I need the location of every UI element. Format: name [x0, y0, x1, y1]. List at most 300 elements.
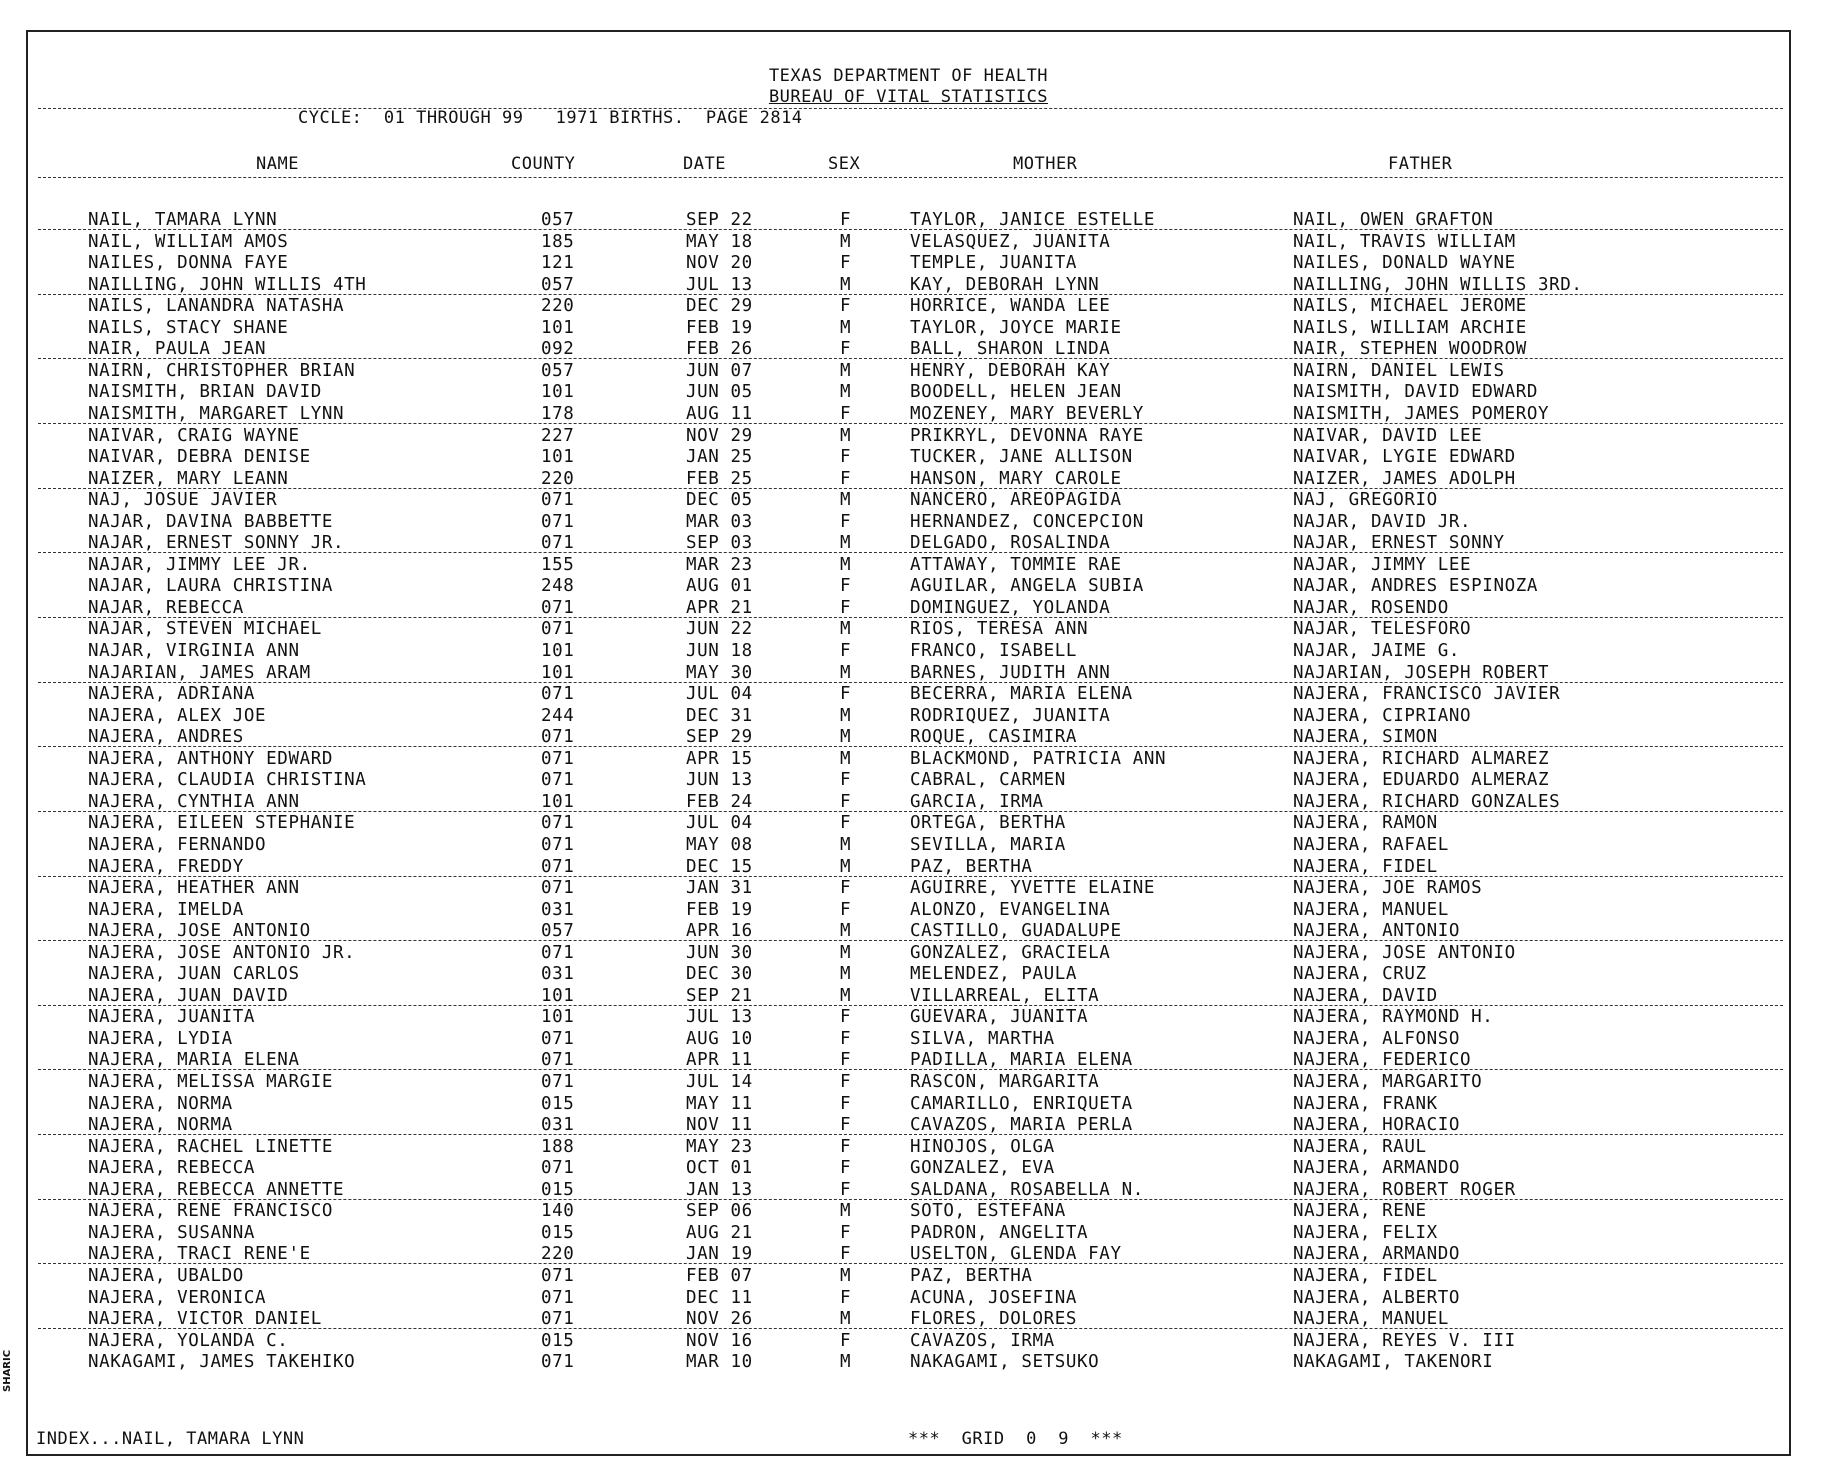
record-row — [28, 857, 1789, 878]
record-date: JUN 18 — [686, 641, 753, 661]
record-mother: KAY, DEBORAH LYNN — [910, 274, 1100, 295]
record-row — [28, 490, 1789, 511]
record-row — [28, 1223, 1789, 1244]
record-father: NAJERA, JOSE ANTONIO — [1293, 942, 1516, 963]
record-mother: HINOJOS, OLGA — [910, 1136, 1055, 1157]
row-divider — [38, 1328, 1783, 1329]
record-date: SEP 06 — [686, 1201, 753, 1222]
record-row — [28, 404, 1789, 425]
record-father: NAJAR, JAIME G. — [1293, 641, 1461, 661]
record-county: 071 — [541, 1050, 575, 1071]
record-county: 092 — [541, 339, 575, 360]
record-sex: M — [840, 274, 852, 295]
record-county: 101 — [541, 1007, 575, 1028]
record-row — [28, 943, 1789, 964]
record-mother: BARNES, JUDITH ANN — [910, 662, 1111, 683]
record-name: NAJERA, JUAN CARLOS — [88, 964, 300, 985]
record-county: 185 — [541, 231, 575, 252]
record-county: 015 — [541, 1330, 575, 1351]
record-row — [28, 1266, 1789, 1287]
record-row — [28, 1072, 1789, 1093]
record-sex: F — [840, 339, 852, 360]
record-row — [28, 1094, 1789, 1115]
record-date: AUG 21 — [686, 1222, 753, 1243]
record-father: NAILLING, JOHN WILLIS 3RD. — [1293, 274, 1583, 295]
record-sex: F — [840, 1115, 852, 1136]
record-name: NAIVAR, CRAIG WAYNE — [88, 425, 300, 446]
record-county: 220 — [541, 296, 575, 317]
column-header-mother: MOTHER — [1013, 154, 1078, 174]
record-sex: F — [840, 770, 852, 791]
record-sex: M — [840, 1352, 852, 1373]
record-date: FEB 19 — [686, 317, 753, 338]
record-row — [28, 1288, 1789, 1309]
record-sex: F — [840, 1093, 852, 1114]
record-county: 071 — [541, 813, 575, 834]
record-county: 140 — [541, 1201, 575, 1222]
record-name: NAJERA, ANTHONY EDWARD — [88, 748, 333, 769]
record-date: MAY 30 — [686, 662, 753, 683]
column-header-county: COUNTY — [511, 154, 576, 174]
record-county: 155 — [541, 554, 575, 575]
record-name: NAJERA, CYNTHIA ANN — [88, 791, 300, 812]
record-father: NAJERA, HORACIO — [1293, 1115, 1461, 1136]
record-date: MAY 18 — [686, 231, 753, 252]
record-mother: TEMPLE, JUANITA — [910, 253, 1078, 274]
record-sex: M — [840, 856, 852, 877]
row-divider — [38, 617, 1783, 618]
record-sex: M — [840, 834, 852, 855]
record-date: OCT 01 — [686, 1158, 753, 1179]
record-mother: PAZ, BERTHA — [910, 1265, 1033, 1286]
record-date: DEC 29 — [686, 296, 753, 317]
record-county: 057 — [541, 210, 575, 230]
record-county: 188 — [541, 1136, 575, 1157]
record-county: 101 — [541, 641, 575, 661]
record-date: MAY 08 — [686, 834, 753, 855]
record-date: JAN 13 — [686, 1179, 753, 1200]
record-row — [28, 1029, 1789, 1050]
record-name: NAJAR, REBECCA — [88, 597, 244, 618]
record-row — [28, 232, 1789, 253]
record-sex: F — [840, 1179, 852, 1200]
record-name: NAJERA, MELISSA MARGIE — [88, 1072, 333, 1092]
record-mother: VILLARREAL, ELITA — [910, 985, 1100, 1006]
record-date: MAR 23 — [686, 554, 753, 575]
record-mother: VELASQUEZ, JUANITA — [910, 231, 1111, 252]
record-row — [28, 1137, 1789, 1158]
record-father: NAJERA, ALBERTO — [1293, 1287, 1461, 1308]
record-row — [28, 813, 1789, 834]
record-mother: BECERRA, MARIA ELENA — [910, 684, 1133, 705]
record-father: NAJERA, ARMANDO — [1293, 1158, 1461, 1179]
record-father: NAJERA, FRANK — [1293, 1093, 1438, 1114]
record-name: NAJERA, NORMA — [88, 1093, 233, 1114]
record-county: 071 — [541, 942, 575, 963]
record-sex: F — [840, 576, 852, 597]
record-sex: M — [840, 921, 852, 942]
record-sex: F — [840, 1330, 852, 1351]
record-date: JUN 07 — [686, 360, 753, 381]
record-sex: F — [840, 791, 852, 812]
record-name: NAJERA, TRACI RENE'E — [88, 1244, 311, 1265]
record-name: NAJAR, DAVINA BABBETTE — [88, 511, 333, 532]
row-divider — [38, 1134, 1783, 1135]
record-row — [28, 210, 1789, 231]
record-county: 071 — [541, 1309, 575, 1330]
record-name: NAJERA, LYDIA — [88, 1028, 233, 1049]
record-sex: M — [840, 619, 852, 640]
record-row — [28, 663, 1789, 684]
record-sex: M — [840, 964, 852, 985]
record-date: FEB 26 — [686, 339, 753, 360]
record-county: 227 — [541, 425, 575, 446]
record-row — [28, 986, 1789, 1007]
record-date: NOV 29 — [686, 425, 753, 446]
record-row — [28, 684, 1789, 705]
record-father: NAIVAR, LYGIE EDWARD — [1293, 447, 1516, 468]
row-divider — [38, 358, 1783, 359]
row-divider — [38, 229, 1783, 230]
record-father: NAJAR, ERNEST SONNY — [1293, 533, 1505, 554]
record-county: 071 — [541, 727, 575, 748]
record-name: NAJERA, FREDDY — [88, 856, 244, 877]
record-name: NAJERA, SUSANNA — [88, 1222, 256, 1243]
record-mother: ORTEGA, BERTHA — [910, 813, 1066, 834]
record-date: JUN 30 — [686, 942, 753, 963]
record-county: 057 — [541, 360, 575, 381]
record-row — [28, 382, 1789, 403]
record-father: NAJAR, TELESFORO — [1293, 619, 1472, 640]
record-date: DEC 31 — [686, 705, 753, 726]
row-divider — [38, 294, 1783, 295]
column-header-father: FATHER — [1388, 154, 1453, 174]
record-row — [28, 706, 1789, 727]
record-county: 121 — [541, 253, 575, 274]
record-county: 071 — [541, 619, 575, 640]
record-name: NAJERA, FERNANDO — [88, 834, 267, 855]
record-sex: M — [840, 360, 852, 381]
record-county: 031 — [541, 899, 575, 920]
record-name: NAJERA, JUAN DAVID — [88, 985, 289, 1006]
record-father: NAJAR, JIMMY LEE — [1293, 554, 1472, 575]
row-divider — [38, 682, 1783, 683]
record-county: 015 — [541, 1093, 575, 1114]
record-date: JAN 31 — [686, 878, 753, 899]
record-county: 031 — [541, 1115, 575, 1136]
record-county: 071 — [541, 1158, 575, 1179]
record-mother: FLORES, DOLORES — [910, 1309, 1078, 1330]
record-county: 057 — [541, 274, 575, 295]
record-father: NAJERA, RAYMOND H. — [1293, 1007, 1494, 1028]
record-name: NAIL, TAMARA LYNN — [88, 210, 278, 230]
record-date: FEB 25 — [686, 468, 753, 489]
record-date: DEC 30 — [686, 964, 753, 985]
record-row — [28, 1158, 1789, 1179]
record-date: AUG 10 — [686, 1028, 753, 1049]
record-date: MAR 10 — [686, 1352, 753, 1373]
record-mother: ROQUE, CASIMIRA — [910, 727, 1078, 748]
record-name: NAJERA, ALEX JOE — [88, 705, 267, 726]
column-header-name: NAME — [256, 154, 299, 174]
record-mother: RASCON, MARGARITA — [910, 1072, 1100, 1092]
record-sex: F — [840, 1050, 852, 1071]
record-name: NAJERA, UBALDO — [88, 1265, 244, 1286]
record-mother: NAKAGAMI, SETSUKO — [910, 1352, 1100, 1373]
record-mother: CAVAZOS, MARIA PERLA — [910, 1115, 1133, 1136]
record-county: 071 — [541, 511, 575, 532]
record-sex: F — [840, 468, 852, 489]
record-row — [28, 1309, 1789, 1330]
record-mother: TAYLOR, JOYCE MARIE — [910, 317, 1122, 338]
record-name: NAJERA, ADRIANA — [88, 684, 256, 705]
row-divider — [38, 552, 1783, 553]
record-father: NAJERA, CIPRIANO — [1293, 705, 1472, 726]
record-row — [28, 770, 1789, 791]
record-row — [28, 1180, 1789, 1201]
record-sex: M — [840, 490, 852, 511]
record-county: 220 — [541, 468, 575, 489]
record-father: NAJERA, ANTONIO — [1293, 921, 1461, 942]
record-sex: F — [840, 597, 852, 618]
record-date: APR 11 — [686, 1050, 753, 1071]
record-county: 071 — [541, 1265, 575, 1286]
record-county: 071 — [541, 533, 575, 554]
record-father: NAIZER, JAMES ADOLPH — [1293, 468, 1516, 489]
record-name: NAISMITH, MARGARET LYNN — [88, 403, 345, 424]
record-father: NAJERA, RAUL — [1293, 1136, 1427, 1157]
record-sex: M — [840, 317, 852, 338]
record-mother: SOTO, ESTEFANA — [910, 1201, 1066, 1222]
record-father: NAILS, MICHAEL JEROME — [1293, 296, 1527, 317]
record-county: 071 — [541, 748, 575, 769]
record-father: NAJERA, RENE — [1293, 1201, 1427, 1222]
record-county: 101 — [541, 382, 575, 403]
record-name: NAJARIAN, JAMES ARAM — [88, 662, 311, 683]
row-divider — [38, 876, 1783, 877]
record-county: 248 — [541, 576, 575, 597]
record-father: NAKAGAMI, TAKENORI — [1293, 1352, 1494, 1373]
record-sex: M — [840, 231, 852, 252]
record-sex: F — [840, 253, 852, 274]
record-row — [28, 447, 1789, 468]
record-sex: F — [840, 684, 852, 705]
record-name: NAIR, PAULA JEAN — [88, 339, 267, 360]
record-date: NOV 26 — [686, 1309, 753, 1330]
record-name: NAIRN, CHRISTOPHER BRIAN — [88, 360, 356, 381]
record-row — [28, 555, 1789, 576]
record-name: NAJERA, REBECCA ANNETTE — [88, 1179, 345, 1200]
record-date: MAR 03 — [686, 511, 753, 532]
record-father: NAJERA, MANUEL — [1293, 899, 1449, 920]
record-date: APR 16 — [686, 921, 753, 942]
record-row — [28, 296, 1789, 317]
record-mother: USELTON, GLENDA FAY — [910, 1244, 1122, 1265]
record-county: 071 — [541, 856, 575, 877]
record-sex: M — [840, 662, 852, 683]
document-page — [26, 30, 1791, 1456]
record-county: 071 — [541, 770, 575, 791]
record-name: NAJERA, JOSE ANTONIO JR. — [88, 942, 356, 963]
record-father: NAJERA, FRANCISCO JAVIER — [1293, 684, 1561, 705]
record-father: NAIVAR, DAVID LEE — [1293, 425, 1483, 446]
record-county: 071 — [541, 1287, 575, 1308]
record-sex: M — [840, 554, 852, 575]
record-row — [28, 469, 1789, 490]
record-mother: GONZALEZ, GRACIELA — [910, 942, 1111, 963]
record-county: 101 — [541, 662, 575, 683]
record-mother: GONZALEZ, EVA — [910, 1158, 1055, 1179]
record-mother: HENRY, DEBORAH KAY — [910, 360, 1111, 381]
record-name: NAJAR, ERNEST SONNY JR. — [88, 533, 345, 554]
record-mother: AGUILAR, ANGELA SUBIA — [910, 576, 1144, 597]
record-row — [28, 1244, 1789, 1265]
record-sex: M — [840, 1201, 852, 1222]
record-date: JUL 04 — [686, 813, 753, 834]
bureau-title: BUREAU OF VITAL STATISTICS — [768, 87, 1049, 107]
record-row — [28, 318, 1789, 339]
record-sex: M — [840, 748, 852, 769]
record-county: 244 — [541, 705, 575, 726]
record-name: NAJERA, VERONICA — [88, 1287, 267, 1308]
record-mother: SEVILLA, MARIA — [910, 834, 1066, 855]
record-father: NAIL, TRAVIS WILLIAM — [1293, 231, 1516, 252]
record-mother: CAVAZOS, IRMA — [910, 1330, 1055, 1351]
record-name: NAJERA, EILEEN STEPHANIE — [88, 813, 356, 834]
record-date: APR 15 — [686, 748, 753, 769]
record-sex: F — [840, 899, 852, 920]
record-mother: CASTILLO, GUADALUPE — [910, 921, 1122, 942]
record-father: NAISMITH, DAVID EDWARD — [1293, 382, 1538, 403]
record-father: NAJERA, REYES V. III — [1293, 1330, 1516, 1351]
record-date: FEB 24 — [686, 791, 753, 812]
record-sex: F — [840, 1028, 852, 1049]
record-mother: NANCERO, AREOPAGIDA — [910, 490, 1122, 511]
record-row — [28, 900, 1789, 921]
record-county: 031 — [541, 964, 575, 985]
record-name: NAJERA, MARIA ELENA — [88, 1050, 300, 1071]
record-county: 178 — [541, 403, 575, 424]
record-date: DEC 15 — [686, 856, 753, 877]
record-mother: PADRON, ANGELITA — [910, 1222, 1089, 1243]
record-mother: TAYLOR, JANICE ESTELLE — [910, 210, 1155, 230]
record-sex: F — [840, 1287, 852, 1308]
record-date: FEB 19 — [686, 899, 753, 920]
record-sex: M — [840, 1265, 852, 1286]
record-mother: BOODELL, HELEN JEAN — [910, 382, 1122, 403]
record-sex: F — [840, 1007, 852, 1028]
record-county: 071 — [541, 1352, 575, 1373]
record-father: NAJERA, RAFAEL — [1293, 834, 1449, 855]
record-name: NAILES, DONNA FAYE — [88, 253, 289, 274]
record-mother: ACUNA, JOSEFINA — [910, 1287, 1078, 1308]
record-father: NAISMITH, JAMES POMEROY — [1293, 403, 1550, 424]
record-father: NAJERA, RAMON — [1293, 813, 1438, 834]
record-sex: F — [840, 403, 852, 424]
record-date: JUN 13 — [686, 770, 753, 791]
record-father: NAJERA, MANUEL — [1293, 1309, 1449, 1330]
record-name: NAJERA, HEATHER ANN — [88, 878, 300, 899]
record-name: NAJERA, VICTOR DANIEL — [88, 1309, 322, 1330]
record-name: NAJERA, CLAUDIA CHRISTINA — [88, 770, 367, 791]
record-row — [28, 921, 1789, 942]
record-county: 101 — [541, 985, 575, 1006]
record-mother: RIOS, TERESA ANN — [910, 619, 1089, 640]
record-date: FEB 07 — [686, 1265, 753, 1286]
record-father: NAJERA, EDUARDO ALMERAZ — [1293, 770, 1550, 791]
record-sex: F — [840, 511, 852, 532]
record-row — [28, 964, 1789, 985]
record-father: NAJERA, CRUZ — [1293, 964, 1427, 985]
record-row — [28, 1007, 1789, 1028]
record-sex: F — [840, 1222, 852, 1243]
record-county: 071 — [541, 1072, 575, 1092]
record-mother: BLACKMOND, PATRICIA ANN — [910, 748, 1167, 769]
record-county: 101 — [541, 317, 575, 338]
record-mother: MELENDEZ, PAULA — [910, 964, 1078, 985]
record-date: MAY 23 — [686, 1136, 753, 1157]
record-father: NAJAR, DAVID JR. — [1293, 511, 1472, 532]
record-county: 071 — [541, 1028, 575, 1049]
record-father: NAJERA, ARMANDO — [1293, 1244, 1461, 1265]
record-sex: M — [840, 533, 852, 554]
record-date: JUL 13 — [686, 274, 753, 295]
row-divider — [38, 1005, 1783, 1006]
record-name: NAIZER, MARY LEANN — [88, 468, 289, 489]
record-date: JUN 22 — [686, 619, 753, 640]
record-mother: DOMINGUEZ, YOLANDA — [910, 597, 1111, 618]
record-date: JUL 14 — [686, 1072, 753, 1092]
record-sex: F — [840, 447, 852, 468]
record-date: NOV 11 — [686, 1115, 753, 1136]
record-county: 071 — [541, 834, 575, 855]
record-father: NAJERA, ROBERT ROGER — [1293, 1179, 1516, 1200]
record-father: NAJARIAN, JOSEPH ROBERT — [1293, 662, 1550, 683]
record-row — [28, 835, 1789, 856]
record-name: NAJ, JOSUE JAVIER — [88, 490, 278, 511]
record-father: NAIL, OWEN GRAFTON — [1293, 210, 1494, 230]
record-date: JUL 13 — [686, 1007, 753, 1028]
record-date: DEC 11 — [686, 1287, 753, 1308]
record-date: DEC 05 — [686, 490, 753, 511]
record-date: NOV 16 — [686, 1330, 753, 1351]
record-name: NAJERA, REBECCA — [88, 1158, 256, 1179]
record-county: 101 — [541, 447, 575, 468]
record-name: NAILS, LANANDRA NATASHA — [88, 296, 345, 317]
record-name: NAJAR, LAURA CHRISTINA — [88, 576, 333, 597]
record-name: NAJAR, VIRGINIA ANN — [88, 641, 300, 661]
row-divider — [38, 1069, 1783, 1070]
record-mother: RODRIQUEZ, JUANITA — [910, 705, 1111, 726]
record-mother: SILVA, MARTHA — [910, 1028, 1055, 1049]
row-divider — [38, 1263, 1783, 1264]
record-mother: MOZENEY, MARY BEVERLY — [910, 403, 1144, 424]
record-row — [28, 533, 1789, 554]
record-row — [28, 727, 1789, 748]
record-name: NAJERA, ANDRES — [88, 727, 244, 748]
record-name: NAILLING, JOHN WILLIS 4TH — [88, 274, 367, 295]
record-father: NAILS, WILLIAM ARCHIE — [1293, 317, 1527, 338]
record-sex: F — [840, 1072, 852, 1092]
record-mother: SALDANA, ROSABELLA N. — [910, 1179, 1144, 1200]
record-sex: M — [840, 425, 852, 446]
record-row — [28, 1201, 1789, 1222]
record-county: 015 — [541, 1179, 575, 1200]
record-row — [28, 641, 1789, 662]
row-divider — [38, 488, 1783, 489]
record-father: NAJERA, RICHARD GONZALES — [1293, 791, 1561, 812]
record-name: NAJERA, IMELDA — [88, 899, 244, 920]
